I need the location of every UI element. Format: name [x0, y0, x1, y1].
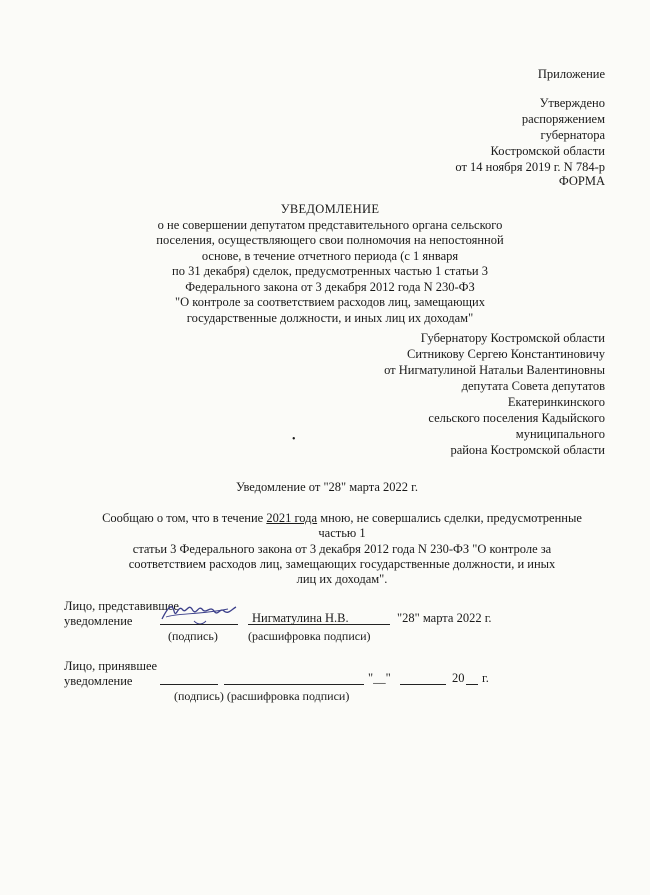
body-line-2: частью 1 — [318, 526, 366, 540]
addressee-block — [384, 330, 605, 458]
receiver-caption: (подпись) (расшифровка подписи) — [174, 689, 350, 703]
receiver-month-line — [400, 684, 446, 685]
handwritten-signature — [158, 597, 240, 631]
body-suffix: мною, не совершались сделки, предусмотренные — [317, 511, 582, 525]
approval-block — [455, 95, 605, 175]
receiver-year-prefix: 20 — [452, 671, 465, 685]
receiver-signature-line — [160, 684, 218, 685]
receiver-label-1: Лицо, принявшее — [64, 659, 158, 673]
receiver-label-2: уведомление — [64, 674, 133, 688]
title-line: о не совершении депутатом представительного органа сельского — [157, 217, 503, 232]
addressee-line: Губернатору Костромской области — [420, 331, 605, 345]
addressee-line: Екатеринкинского — [507, 395, 605, 409]
addressee-line: от Нигматулиной Натальи Валентиновны — [384, 363, 605, 377]
title-line: Федерального закона от 3 декабря 2012 года N 230-ФЗ — [185, 279, 475, 294]
body-prefix: Сообщаю о том, что в течение — [102, 511, 267, 525]
approval-line: распоряжением — [521, 112, 605, 126]
receiver-year-line — [466, 684, 478, 685]
title-line: основе, в течение отчетного периода (с 1 января — [201, 248, 459, 263]
submitter-label-1: Лицо, представившее — [64, 599, 179, 613]
addressee-line: района Костромской области — [450, 443, 605, 457]
submitter-signature-line — [160, 624, 238, 625]
addressee-line: муниципального — [515, 427, 605, 441]
addressee-line: Ситникову Сергею Константиновичу — [407, 347, 605, 361]
approval-line: Утверждено — [539, 96, 605, 110]
approval-line: Костромской области — [490, 144, 605, 158]
notice-title-block — [130, 202, 530, 326]
form-label: ФОРМА — [558, 174, 605, 188]
notice-date: Уведомление от "28" марта 2022 г. — [236, 480, 418, 494]
submitter-caption-signature: (подпись) — [168, 629, 218, 643]
title-line: по 31 декабря) сделок, предусмотренных частью 1 статьи 3 — [172, 264, 488, 278]
body-line-5: лиц их доходам". — [296, 572, 388, 586]
reporting-year: 2021 года — [266, 511, 318, 525]
title-line: государственные должности, и иных лиц их доходам" — [186, 310, 474, 325]
submitter-caption-decoding: (расшифровка подписи) — [248, 629, 371, 643]
body-line-3: статьи 3 Федерального закона от 3 декабря 2012 года N 230-ФЗ "О контроле за — [132, 542, 552, 556]
appendix-label: Приложение — [537, 67, 605, 81]
body-line-4: соответствием расходов лиц, замещающих государственные должности, и иных — [128, 557, 556, 571]
submitter-name: Нигматулина Н.В. — [252, 611, 349, 625]
stray-mark: • — [292, 434, 296, 445]
submitter-name-line — [248, 624, 390, 625]
submitter-label-2: уведомление — [64, 614, 133, 628]
approval-line: от 14 ноября 2019 г. N 784-р — [455, 160, 605, 174]
receiver-day: "__" — [368, 671, 391, 685]
receiver-year-suffix: г. — [482, 671, 489, 685]
submitter-date: "28" марта 2022 г. — [397, 611, 492, 625]
receiver-decoding-line — [224, 684, 364, 685]
addressee-line: сельского поселения Кадыйского — [428, 411, 605, 425]
notice-heading: УВЕДОМЛЕНИЕ — [280, 202, 380, 216]
title-line: поселения, осуществляющего свои полномочия на непостоянной — [156, 233, 504, 247]
addressee-line: депутата Совета депутатов — [461, 379, 605, 393]
body-line-1 — [82, 510, 602, 526]
title-line: "О контроле за соответствием расходов лиц, замещающих — [175, 295, 485, 309]
approval-line: губернатора — [540, 128, 605, 142]
